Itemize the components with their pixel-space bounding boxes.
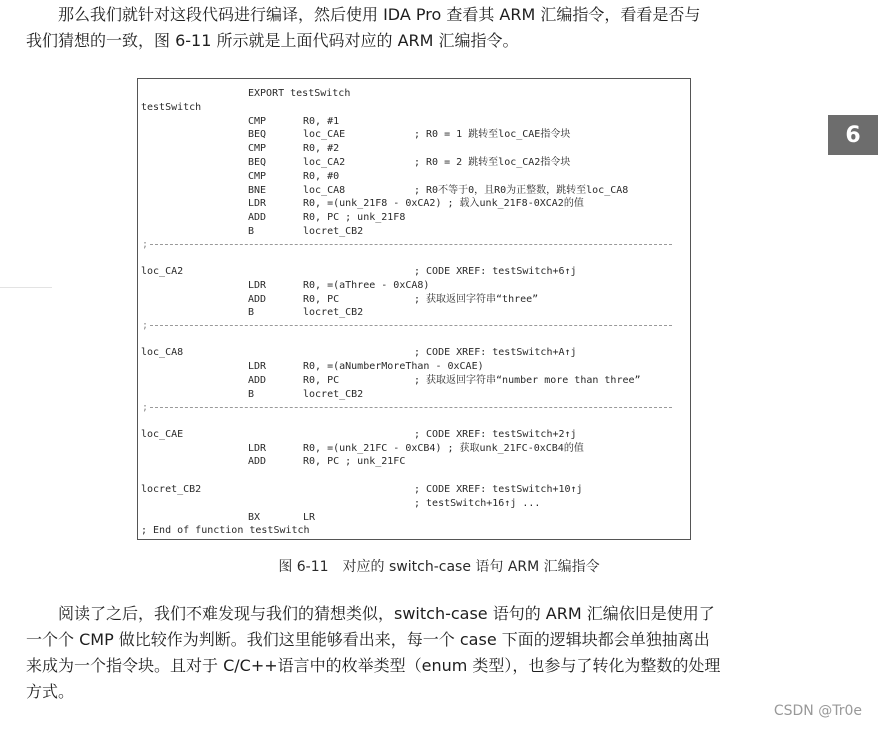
intro-paragraph [26,2,826,54]
code-comment: ; testSwitch+16↑j ... [414,497,541,509]
code-op: LDR [248,361,267,373]
code-op: BNE [248,184,267,196]
code-arg: R0, #1 [303,115,340,127]
code-op: LDR [248,198,267,210]
code-op: ADD [248,375,267,387]
code-op: B [248,226,255,237]
code-arg: R0, #2 [303,143,340,155]
code-arg: R0, =(unk_21F8 - 0xCA2) ; 载入unk_21F8-0XCA2的值 [303,198,584,210]
code-comment: ; R0 = 2 跳转至loc_CA2指令块 [414,157,571,168]
code-label: loc_CA2 [141,266,184,278]
code-figure [137,78,691,540]
code-arg: loc_CA2 [303,157,346,168]
code-op: LDR [248,442,267,454]
code-op: BEQ [248,129,267,141]
code-op: EXPORT testSwitch [248,88,351,99]
code-label: loc_CA8 [141,347,184,359]
body-line: 一个个 CMP 做比较作为判断。我们这里能够看出来，每一个 case 下面的逻辑块都会单独抽离出 [26,630,710,649]
code-arg: loc_CAE [303,129,346,141]
code-op: BX [248,511,261,523]
code-arg: R0, =(aNumberMoreThan - 0xCAE) [303,361,484,373]
code-op: LDR [248,279,267,291]
code-op: ADD [248,293,267,305]
code-arg: R0, PC ; unk_21FC [303,456,406,468]
body-line: 阅读了之后，我们不难发现与我们的猜想类似，switch-case 语句的 ARM 汇编依旧是使用了 [58,604,715,623]
separator-line [150,244,672,245]
body-paragraph [26,601,826,705]
code-arg: R0, =(aThree - 0xCA8) [303,279,430,291]
code-arg: R0, PC [303,293,340,305]
code-arg: R0, PC ; unk_21F8 [303,212,406,224]
code-label: loc_CAE [141,428,184,440]
code-arg: R0, =(unk_21FC - 0xCB4) ; 获取unk_21FC-0xCB4的值 [303,442,584,454]
code-op: CMP [248,170,267,182]
code-comment: ; CODE XREF: testSwitch+A↑j [414,347,577,359]
code-label: testSwitch [141,101,202,113]
code-arg: locret_CB2 [303,307,364,319]
code-arg: loc_CA8 [303,184,346,196]
code-comment: ; CODE XREF: testSwitch+10↑j [414,484,583,496]
body-line: 方式。 [26,682,75,701]
code-op: CMP [248,115,267,127]
code-op: ADD [248,456,267,468]
code-comment: ; 获取返回字符串“three” [414,293,539,305]
code-arg: locret_CB2 [303,226,364,237]
chapter-tab: 6 [828,115,878,155]
code-comment: ; CODE XREF: testSwitch+6↑j [414,266,577,278]
margin-mark [0,287,52,288]
separator-line [150,407,672,408]
code-op: CMP [248,143,267,155]
separator-line [150,325,672,326]
separator-semicolon: ; [142,238,149,250]
code-op: BEQ [248,157,267,168]
separator-semicolon: ; [142,401,149,413]
code-op: ADD [248,212,267,224]
code-op: B [248,388,255,400]
code-op: B [248,307,255,319]
intro-line: 那么我们就针对这段代码进行编译，然后使用 IDA Pro 查看其 ARM 汇编指令，看看是否与 [58,5,701,24]
code-arg: LR [303,511,316,523]
code-comment: ; R0 = 1 跳转至loc_CAE指令块 [414,129,571,141]
code-arg: R0, #0 [303,170,340,182]
code-label: ; End of function testSwitch [141,525,310,537]
separator-semicolon: ; [142,320,149,332]
figure-caption: 图 6-11 对应的 switch-case 语句 ARM 汇编指令 [278,559,600,575]
code-arg: locret_CB2 [303,388,364,400]
body-line: 来成为一个指令块。且对于 C/C++语言中的枚举类型（enum 类型），也参与了转化为整数的处理 [26,656,721,675]
code-label: locret_CB2 [141,484,202,496]
watermark: CSDN @Tr0e [773,703,862,719]
code-comment: ; CODE XREF: testSwitch+2↑j [414,428,577,440]
code-comment: ; R0不等于0，且R0为正整数，跳转至loc_CA8 [414,184,629,196]
code-arg: R0, PC [303,375,340,387]
code-comment: ; 获取返回字符串“number more than three” [414,375,641,387]
intro-line: 我们猜想的一致，图 6-11 所示就是上面代码对应的 ARM 汇编指令。 [26,31,519,50]
